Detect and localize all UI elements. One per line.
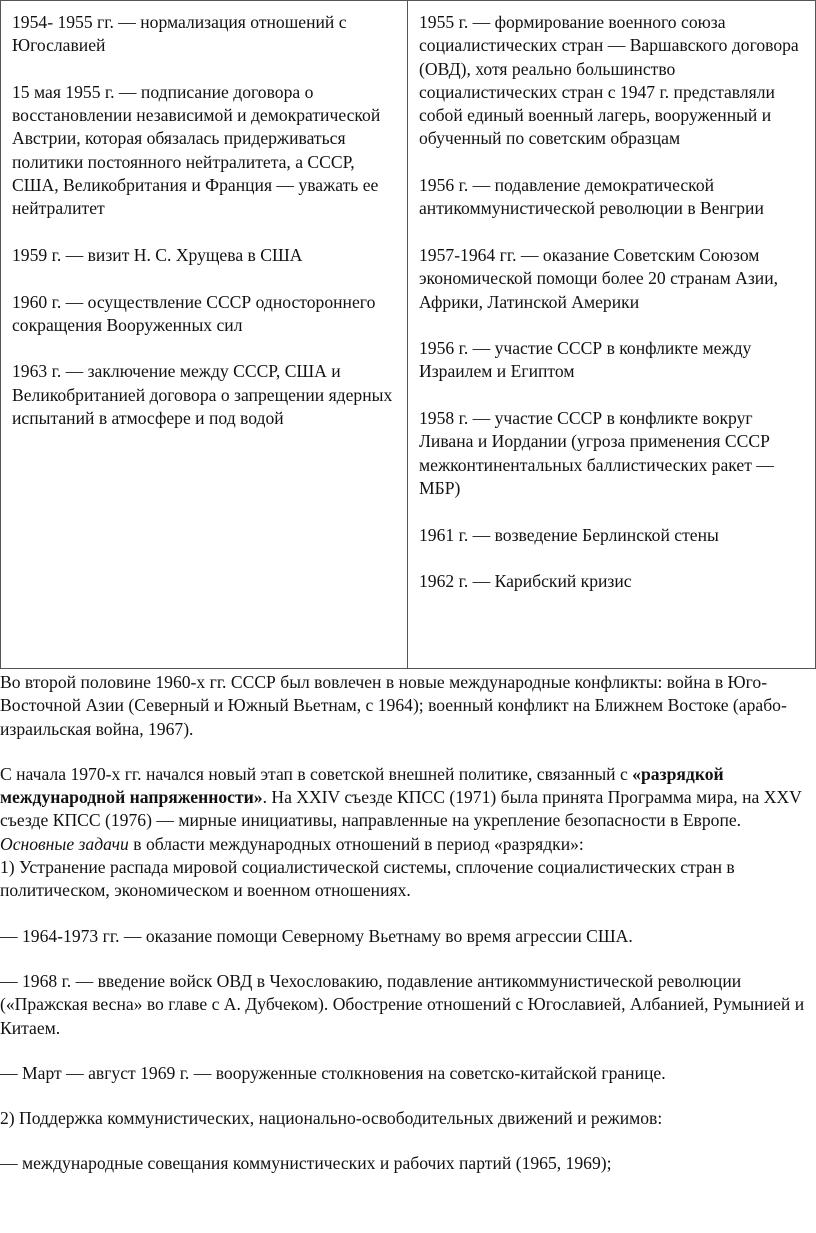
list-item: — Март — август 1969 г. — вооруженные столкновения на советско-китайской границе. [0, 1062, 666, 1083]
table-entry: 1960 г. — осуществление СССР одностороннего сокращения Вооруженных сил [12, 291, 376, 335]
body-text [0, 671, 816, 1176]
paragraph-text: в области международных отношений в период «разрядки»: [128, 833, 584, 854]
table-entry: 1963 г. — заключение между СССР, США и Великобританией договора о запрещении ядерных испытаний в атмосфере и под водой [12, 361, 393, 429]
emphasis-tasks: Основные задачи [0, 833, 129, 854]
table-right-column [407, 1, 815, 668]
list-item: — 1968 г. — введение войск ОВД в Чехословакию, подавление антикоммунистической революции («Пражская весна» во главе с А. Дубчеком). Обострение отношений с Югославией, Албанией, Румынией и Китаем. [0, 970, 805, 1038]
list-item: 1) Устранение распада мировой социалистической системы, сплочение социалистических стран в политическом, экономическом и военном отношениях. [0, 857, 735, 901]
paragraph-conflicts: Во второй половине 1960-х гг. СССР был вовлечен в новые международные конфликты: война в Юго-Восточной Азии (Северный и Южный Вьетнам, с 1964); военный конфликт на Ближнем Востоке (арабо-израильская война, 1967). [0, 672, 787, 739]
table-entry: 1958 г. — участие СССР в конфликте вокруг Ливана и Иордании (угроза применения СССР межконтинентальных баллистических ракет — МБР) [419, 408, 774, 498]
table-entry: 15 мая 1955 г. — подписание договора о восстановлении независимой и демократической Австрии, которая обязалась придерживаться политики постоянного нейтралитета, а СССР, США, Великобритания и Франция — уважать ее нейтралитет [12, 81, 381, 219]
paragraph-detente [0, 763, 816, 856]
table-entry: 1954- 1955 гг. — нормализация отношений с Югославией [12, 12, 347, 56]
list-item: — 1964-1973 гг. — оказание помощи Северному Вьетнаму во время агрессии США. [0, 925, 633, 946]
table-entry: 1956 г. — участие СССР в конфликте между Израилем и Египтом [419, 338, 752, 382]
table-entry: 1957-1964 гг. — оказание Советским Союзом экономической помощи более 20 странам Азии, Африки, Латинской Америки [419, 244, 779, 312]
table-entry: 1955 г. — формирование военного союза социалистических стран — Варшавского договора (ОВД), хотя реально большинство социалистических стран с 1947 г. представляли собой единый военный лагерь, вооруженный и обученный по советским образцам [419, 12, 799, 149]
list-item: 2) Поддержка коммунистических, национально-освободительных движений и режимов: [0, 1108, 663, 1129]
list-item: — международные совещания коммунистических и рабочих партий (1965, 1969); [0, 1153, 612, 1174]
paragraph-text: С начала 1970-х гг. начался новый этап в советской внешней политике, связанный с [0, 763, 633, 784]
table-entry: 1959 г. — визит Н. С. Хрущева в США [12, 244, 303, 265]
table-entry: 1962 г. — Карибский кризис [419, 571, 632, 592]
table-entry: 1961 г. — возведение Берлинской стены [419, 524, 719, 545]
emphasis-detente: «разрядкой международной напряженности» [0, 763, 724, 808]
table-entry: 1956 г. — подавление демократической антикоммунистической революции в Венгрии [419, 175, 764, 219]
paragraph-text: . На XXIV съезде КПСС (1971) была принята Программа мира, на XXV съезде КПСС (1976) — мирные инициативы, направленные на укрепление безопасности в Европе. [0, 787, 802, 831]
table-left-column [1, 1, 407, 668]
